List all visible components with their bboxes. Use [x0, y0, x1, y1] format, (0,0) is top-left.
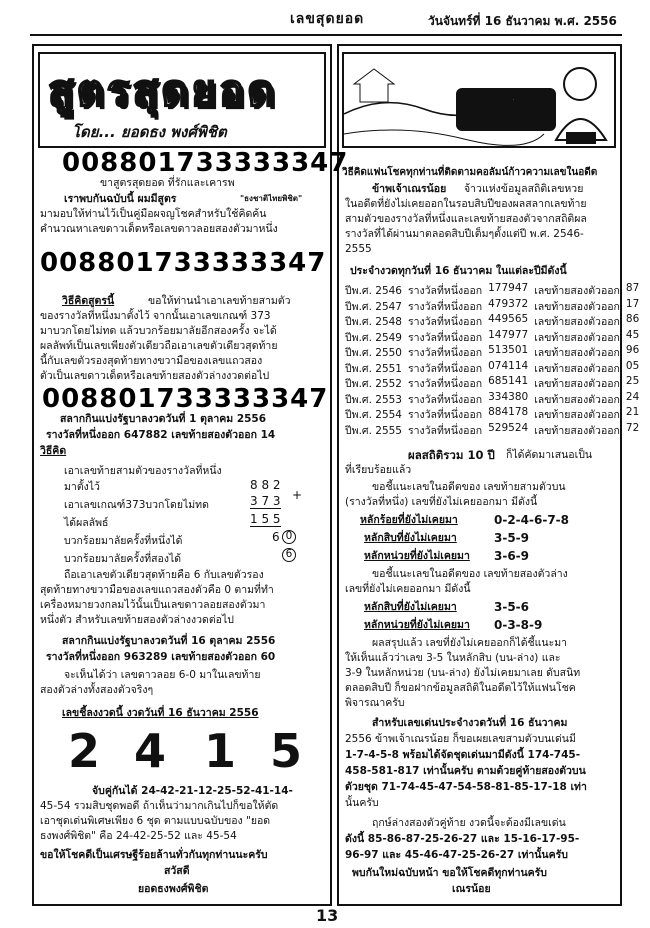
- tens-label: หลักสิบที่ยังไม่เคยมา: [364, 532, 457, 544]
- calc-label-6: บวกร้อยมาลัยครั้งที่สองได้: [64, 553, 182, 565]
- summary-line-4: ตลอดสิบปี ก็ขอฝากข้อมูลสถิติในอดีตไว้ให้แฟนโชค: [345, 682, 576, 694]
- table-row: [345, 282, 639, 299]
- table-cell-label: เลขท้ายสองตัวออก: [534, 316, 620, 328]
- table-cell-label: รางวัลที่หนึ่งออก: [408, 409, 483, 421]
- table-cell-number: 334380: [488, 390, 529, 403]
- table-cell-label: รางวัลที่หนึ่งออก: [408, 331, 483, 344]
- calc-value-6-circled: 6: [282, 548, 296, 562]
- table-row: [345, 329, 639, 346]
- lower-units-values: 0-3-8-9: [494, 618, 543, 632]
- calc-label-3: เอาเลขเกณฑ์373บวกโดยไม่ทด: [64, 499, 209, 511]
- method-line-4: ผลลัพท์เป็นเลขเพียงตัวเดียวถือเอาเลขตัวเดียวสุดท้าย: [40, 340, 278, 352]
- table-row: [345, 375, 639, 392]
- suggest-line-2: (รางวัลที่หนึ่ง) เลขที่ยังไม่เคยออกมา มีดังนี้: [345, 496, 538, 508]
- lower-pairs-line-1: ฤกษ์ล่างสองตัวคู่ท้าย งวดนี้จะต้องมีเลขเด่น: [372, 817, 566, 829]
- table-cell-label: รางวัลที่หนึ่งออก: [408, 362, 483, 375]
- lower-tens-label: หลักสิบที่ยังไม่เคยมา: [364, 601, 457, 613]
- featured-heading: สำหรับเลขเด่นประจำงวดวันที่ 16 ธันวาคม: [372, 717, 568, 729]
- tens-values: 3-5-9: [494, 531, 530, 545]
- table-cell-label: เลขท้ายสองตัวออก: [534, 393, 620, 406]
- calc-value-4: 6: [272, 530, 280, 544]
- summary-line-1: ผลสรุปแล้ว เลขที่ยังไม่เคยออกก็ได้ชี้แนะมา: [372, 637, 568, 649]
- table-cell-number: 177947: [488, 282, 529, 294]
- method-title: วิธีคิดสูตรนี้: [62, 295, 115, 307]
- intro-line-3: มามอบให้ท่านไว้เป็นคู่มือผจญโชคสำหรับใช้คิดค้น: [40, 208, 267, 220]
- hundreds-label: หลักร้อยที่ยังไม่เคยมา: [360, 514, 458, 526]
- summary-line-3: 3-9 ในหลักหน่วย (บน-ล่าง) ยังไม่เคยมาเลย ดับสนิท: [345, 667, 581, 679]
- method-line-1: ขอให้ท่านนำเอาเลขท้ายสามตัว: [148, 295, 291, 307]
- featured-line-2: 2556 ข้าพเจ้าเณรน้อย ก็ขอเผยเลขสามตัวบนเด่นมี: [345, 733, 576, 745]
- table-row: [345, 360, 639, 377]
- intro-line-2b: "ธงชาติไทยพิชิต": [240, 194, 303, 203]
- table-cell-label: เลขท้ายสองตัวออก: [534, 424, 620, 437]
- table-cell-label: รางวัลที่หนึ่งออก: [408, 300, 483, 313]
- table-cell-label: เลขท้ายสองตัวออก: [534, 378, 620, 390]
- method-line-2: ของรางวัลที่หนึ่งมาตั้งไว้ จากนั้นเอาเลขเกณฑ์ 373: [40, 310, 271, 322]
- table-row: [345, 391, 639, 408]
- example1-result: รางวัลที่หนึ่งออก 647882 เลขท้ายสองตัวออก 14: [46, 429, 276, 441]
- table-cell-last2: 17: [625, 297, 640, 310]
- calc-value-2: 3 7 3: [250, 494, 281, 508]
- featured-line-6: นั้นครับ: [345, 797, 379, 809]
- stats-title: ผลสถิติรวม 10 ปี: [408, 448, 495, 462]
- table-row: [345, 298, 639, 315]
- right-intro-tail: จ้าวแห่งข้อมูลสถิติเลขหวย: [464, 183, 584, 195]
- byline: โดย... ยอดธง พงศ์พิชิต: [72, 123, 227, 141]
- intro-line-4: คำนวณหาเลขดาวเด็ดหรือเลขดาวลอยสองตัวมาหนึ่ง: [40, 223, 278, 235]
- explain-line-1: ถือเอาเลขตัวเดียวสุดท้ายคือ 6 กับเลขตัวรอง: [64, 569, 264, 581]
- explain-line-3: เครื่องหมายวงกลมไว้นั้นเป็นเลขดาวลอยสองตัวมา: [40, 599, 266, 611]
- right-intro-author: ข้าพเจ้าเณรน้อย: [372, 183, 447, 195]
- table-cell-number: 529524: [488, 421, 529, 434]
- method-line-5: นี้กับเลขตัวรองสุดท้ายทางขวามือของเลขแถวสอง: [40, 355, 263, 367]
- table-cell-number: 449565: [488, 313, 529, 325]
- table-cell-last2: 72: [625, 421, 640, 434]
- table-cell-label: เลขท้ายสองตัวออก: [534, 347, 620, 359]
- lucky-digit-3: 1: [204, 724, 237, 778]
- table-cell-label: เลขท้ายสองตัวออก: [534, 285, 620, 297]
- header-date: วันจันทร์ที่ 16 ธันวาคม พ.ศ. 2556: [428, 14, 617, 28]
- table-cell-last2: 25: [625, 375, 640, 387]
- table-cell-last2: 21: [625, 406, 640, 418]
- right-closing: พบกันใหม่ฉบับหน้า ขอให้โชคดีทุกท่านครับ: [352, 867, 547, 879]
- logo-title: สูตรสุดยอด: [48, 66, 278, 115]
- table-heading: ประจำงวดทุกวันที่ 16 ธันวาคม ในแต่ละปีมีดังนี้: [350, 265, 567, 277]
- suggest-line-3: ขอชี้แนะเลขในอดีตของ เลขท้ายสองตัวล่าง: [372, 568, 568, 580]
- example2-line-2: สองตัวล่างทั้งสองตัวจริงๆ: [40, 684, 154, 696]
- table-cell-label: รางวัลที่หนึ่งออก: [408, 378, 483, 390]
- table-row: [345, 406, 639, 423]
- intro-line-1: ขาสูตรสุดยอด ที่รักและเคารพ: [100, 177, 235, 189]
- table-row: [345, 422, 639, 439]
- example2-line-1: จะเห็นได้ว่า เลขดาวลอย 6-0 มาในเลขท้าย: [64, 669, 261, 681]
- table-cell-label: เลขท้ายสองตัวออก: [534, 362, 620, 375]
- calc-value-5-circled: 0: [282, 530, 296, 544]
- table-cell-year: ปีพ.ศ. 2548: [345, 316, 402, 328]
- summary-line-5: พิจารณาครับ: [345, 697, 405, 709]
- table-cell-label: เลขท้ายสองตัวออก: [534, 331, 620, 344]
- featured-line-3: 1-7-4-5-8 พร้อมได้จัดชุดเด่นมามีดังนี้ 174-745-: [345, 749, 581, 761]
- featured-line-4: 458-581-817 เท่านั้นครับ ตามด้วยคู่ท้ายสองตัวบน: [345, 765, 586, 777]
- phone-watermark-3: 008801733333347: [42, 384, 329, 414]
- calc-label-2: มาตั้งไว้: [64, 481, 100, 493]
- table-cell-last2: 87: [625, 282, 640, 294]
- table-cell-year: ปีพ.ศ. 2550: [345, 347, 402, 359]
- header-rule: [30, 34, 622, 36]
- table-cell-label: รางวัลที่หนึ่งออก: [408, 316, 483, 328]
- table-cell-last2: 86: [625, 313, 640, 325]
- table-cell-last2: 96: [625, 344, 640, 356]
- lower-units-label: หลักหน่วยที่ยังไม่เคยมา: [364, 619, 470, 631]
- table-cell-last2: 05: [625, 359, 640, 372]
- table-cell-label: รางวัลที่หนึ่งออก: [408, 347, 483, 359]
- phone-watermark-2: 008801733333347: [40, 248, 327, 278]
- table-cell-label: รางวัลที่หนึ่งออก: [408, 393, 483, 406]
- header-title: เลขสุดยอด: [290, 11, 365, 27]
- closing-line-2: สวัสดี: [164, 865, 190, 877]
- method-line-6: ตัวเป็นเลขดาวเด็ดหรือเลขท้ายสองตัวล่างงวดต่อไป: [40, 370, 270, 382]
- table-cell-number: 074114: [488, 359, 529, 372]
- right-signature: เณรน้อย: [452, 883, 491, 895]
- table-cell-last2: 45: [625, 328, 640, 341]
- table-cell-number: 685141: [488, 375, 529, 387]
- table-cell-year: ปีพ.ศ. 2555: [345, 424, 402, 437]
- right-intro-line-4: รางวัลที่ได้ผ่านมาตลอดสิบปีเต็มๆตั้งแต่ปี พ.ศ. 2546-: [345, 228, 584, 240]
- table-cell-label: รางวัลที่หนึ่งออก: [408, 424, 483, 437]
- calc-label-4: ได้ผลลัพธ์: [64, 517, 109, 529]
- units-values: 3-6-9: [494, 549, 530, 563]
- table-cell-year: ปีพ.ศ. 2547: [345, 300, 402, 313]
- example2-heading: สลากกินแบ่งรัฐบาลงวดวันที่ 16 ตุลาคม 2556: [62, 635, 276, 647]
- lucky-digit-2: 4: [134, 724, 167, 778]
- table-cell-year: ปีพ.ศ. 2549: [345, 331, 402, 344]
- calc-value-1: 8 8 2: [250, 478, 281, 492]
- explain-line-2: สุดท้ายทางขวามือของเลขแถวสองตัวคือ 0 ตามที่ทำ: [40, 584, 274, 596]
- calc-label-1: เอาเลขท้ายสามตัวของรางวัลที่หนึ่ง: [64, 465, 222, 477]
- table-cell-year: ปีพ.ศ. 2554: [345, 409, 402, 421]
- table-cell-year: ปีพ.ศ. 2546: [345, 285, 402, 297]
- pairs-line-2: 45-54 รวมสิบชุดพอดี ถ้าเห็นว่ามากเกินไปก็ขอให้ตัด: [40, 800, 279, 812]
- lower-pairs-line-2: ดังนี้ 85-86-87-25-26-27 และ 15-16-17-95-: [345, 833, 580, 845]
- example2-result: รางวัลที่หนึ่งออก 963289 เลขท้ายสองตัวออก 60: [46, 651, 276, 663]
- featured-line-5: ตัวยชุด 71-74-45-47-54-58-81-85-17-18 เท่า: [345, 781, 587, 793]
- lucky-digit-4: 5: [270, 724, 303, 778]
- right-intro-line-5: 2555: [345, 243, 372, 255]
- table-row: [345, 313, 639, 330]
- pairs-line-1: จับคู่กันได้ 24-42-21-12-25-52-41-14-: [92, 785, 293, 797]
- table-cell-label: เลขท้ายสองตัวออก: [534, 300, 620, 313]
- pairs-line-3: เอาชุดเด่นพิเศษเพียง 6 ชุด ตามแบบฉบับของ "ยอด: [40, 815, 271, 827]
- right-headline: วิธีคิดแฟนโชคทุกท่านที่ติดตามคอลัมน์ก้าวความเลขในอดีต: [342, 167, 598, 178]
- calc-label-5: บวกร้อยมาลัยครั้งที่หนึ่งได้: [64, 535, 183, 547]
- table-row: [345, 344, 639, 361]
- table-cell-year: ปีพ.ศ. 2551: [345, 362, 402, 375]
- table-cell-label: เลขท้ายสองตัวออก: [534, 409, 620, 421]
- table-cell-label: รางวัลที่หนึ่งออก: [408, 285, 483, 297]
- page-number: 13: [316, 906, 339, 925]
- closing-line-1: ขอให้โชคดีเป็นเศรษฐีร้อยล้านทั่วกันทุกท่านนะครับ: [40, 849, 268, 861]
- banner-title: เณรน้อย: [456, 88, 556, 131]
- table-cell-number: 513501: [488, 344, 529, 356]
- next-draw-heading: เลขชี้ลงงวดนี้ งวดวันที่ 16 ธันวาคม 2556: [62, 707, 259, 719]
- table-cell-number: 479372: [488, 297, 529, 310]
- stats-line-1: ก็ได้คัดมาเสนอเป็น: [506, 449, 593, 461]
- table-cell-year: ปีพ.ศ. 2553: [345, 393, 402, 406]
- suggest-line-1: ขอชี้แนะเลขในอดีตของ เลขท้ายสามตัวบน: [372, 481, 566, 493]
- summary-line-2: ให้เห็นแล้วว่าเลข 3-5 ในหลักสิบ (บน-ล่าง) และ: [345, 652, 561, 664]
- phone-watermark-1: 008801733333347: [62, 148, 349, 178]
- table-cell-number: 147977: [488, 328, 529, 341]
- banner-illustration: [342, 52, 616, 148]
- intro-line-2: เราพบกันฉบับนี้ ผมมีสูตร: [64, 193, 177, 205]
- suggest-line-4: เลขที่ยังไม่เคยออกมา มีดังนี้: [345, 583, 471, 595]
- table-cell-year: ปีพ.ศ. 2552: [345, 378, 402, 390]
- lower-tens-values: 3-5-6: [494, 600, 530, 614]
- closing-signature: ยอดธงพงศ์พิชิต: [138, 883, 209, 895]
- right-intro-line-2: ในอดีตที่ยังไม่เคยออกในรอบสิบปีของผลสลากเลขท้าย: [345, 198, 587, 210]
- calc-plus-sign: +: [292, 488, 303, 502]
- units-label: หลักหน่วยที่ยังไม่เคยมา: [364, 550, 470, 562]
- pairs-line-4: ธงพงศ์พิชิต" คือ 24-42-25-52 และ 45-54: [40, 830, 237, 842]
- hundreds-values: 0-2-4-6-7-8: [494, 513, 569, 527]
- lucky-digit-1: 2: [68, 724, 101, 778]
- stats-line-2: ที่เรียบร้อยแล้ว: [345, 464, 412, 476]
- explain-line-4: หนึ่งตัว สำหรับเลขท้ายสองตัวล่างงวดต่อไป: [40, 614, 234, 626]
- calc-value-3: 1 5 5: [250, 512, 281, 526]
- method-line-3: มาบวกโดยไม่ทด แล้วบวกร้อยมาลัยอีกสองครั้ง จะได้: [40, 325, 277, 337]
- example1-heading: สลากกินแบ่งรัฐบาลงวดวันที่ 1 ตุลาคม 2556: [60, 413, 267, 425]
- right-intro-line-3: สามตัวของรางวัลที่หนึ่งและเลขท้ายสองตัวจากสถิติผล: [345, 213, 587, 225]
- table-cell-number: 884178: [488, 406, 529, 418]
- example1-method-label: วิธีคิด: [40, 445, 67, 457]
- lower-pairs-line-3: 96-97 และ 45-46-47-25-26-27 เท่านั้นครับ: [345, 849, 568, 861]
- table-cell-last2: 24: [625, 390, 640, 403]
